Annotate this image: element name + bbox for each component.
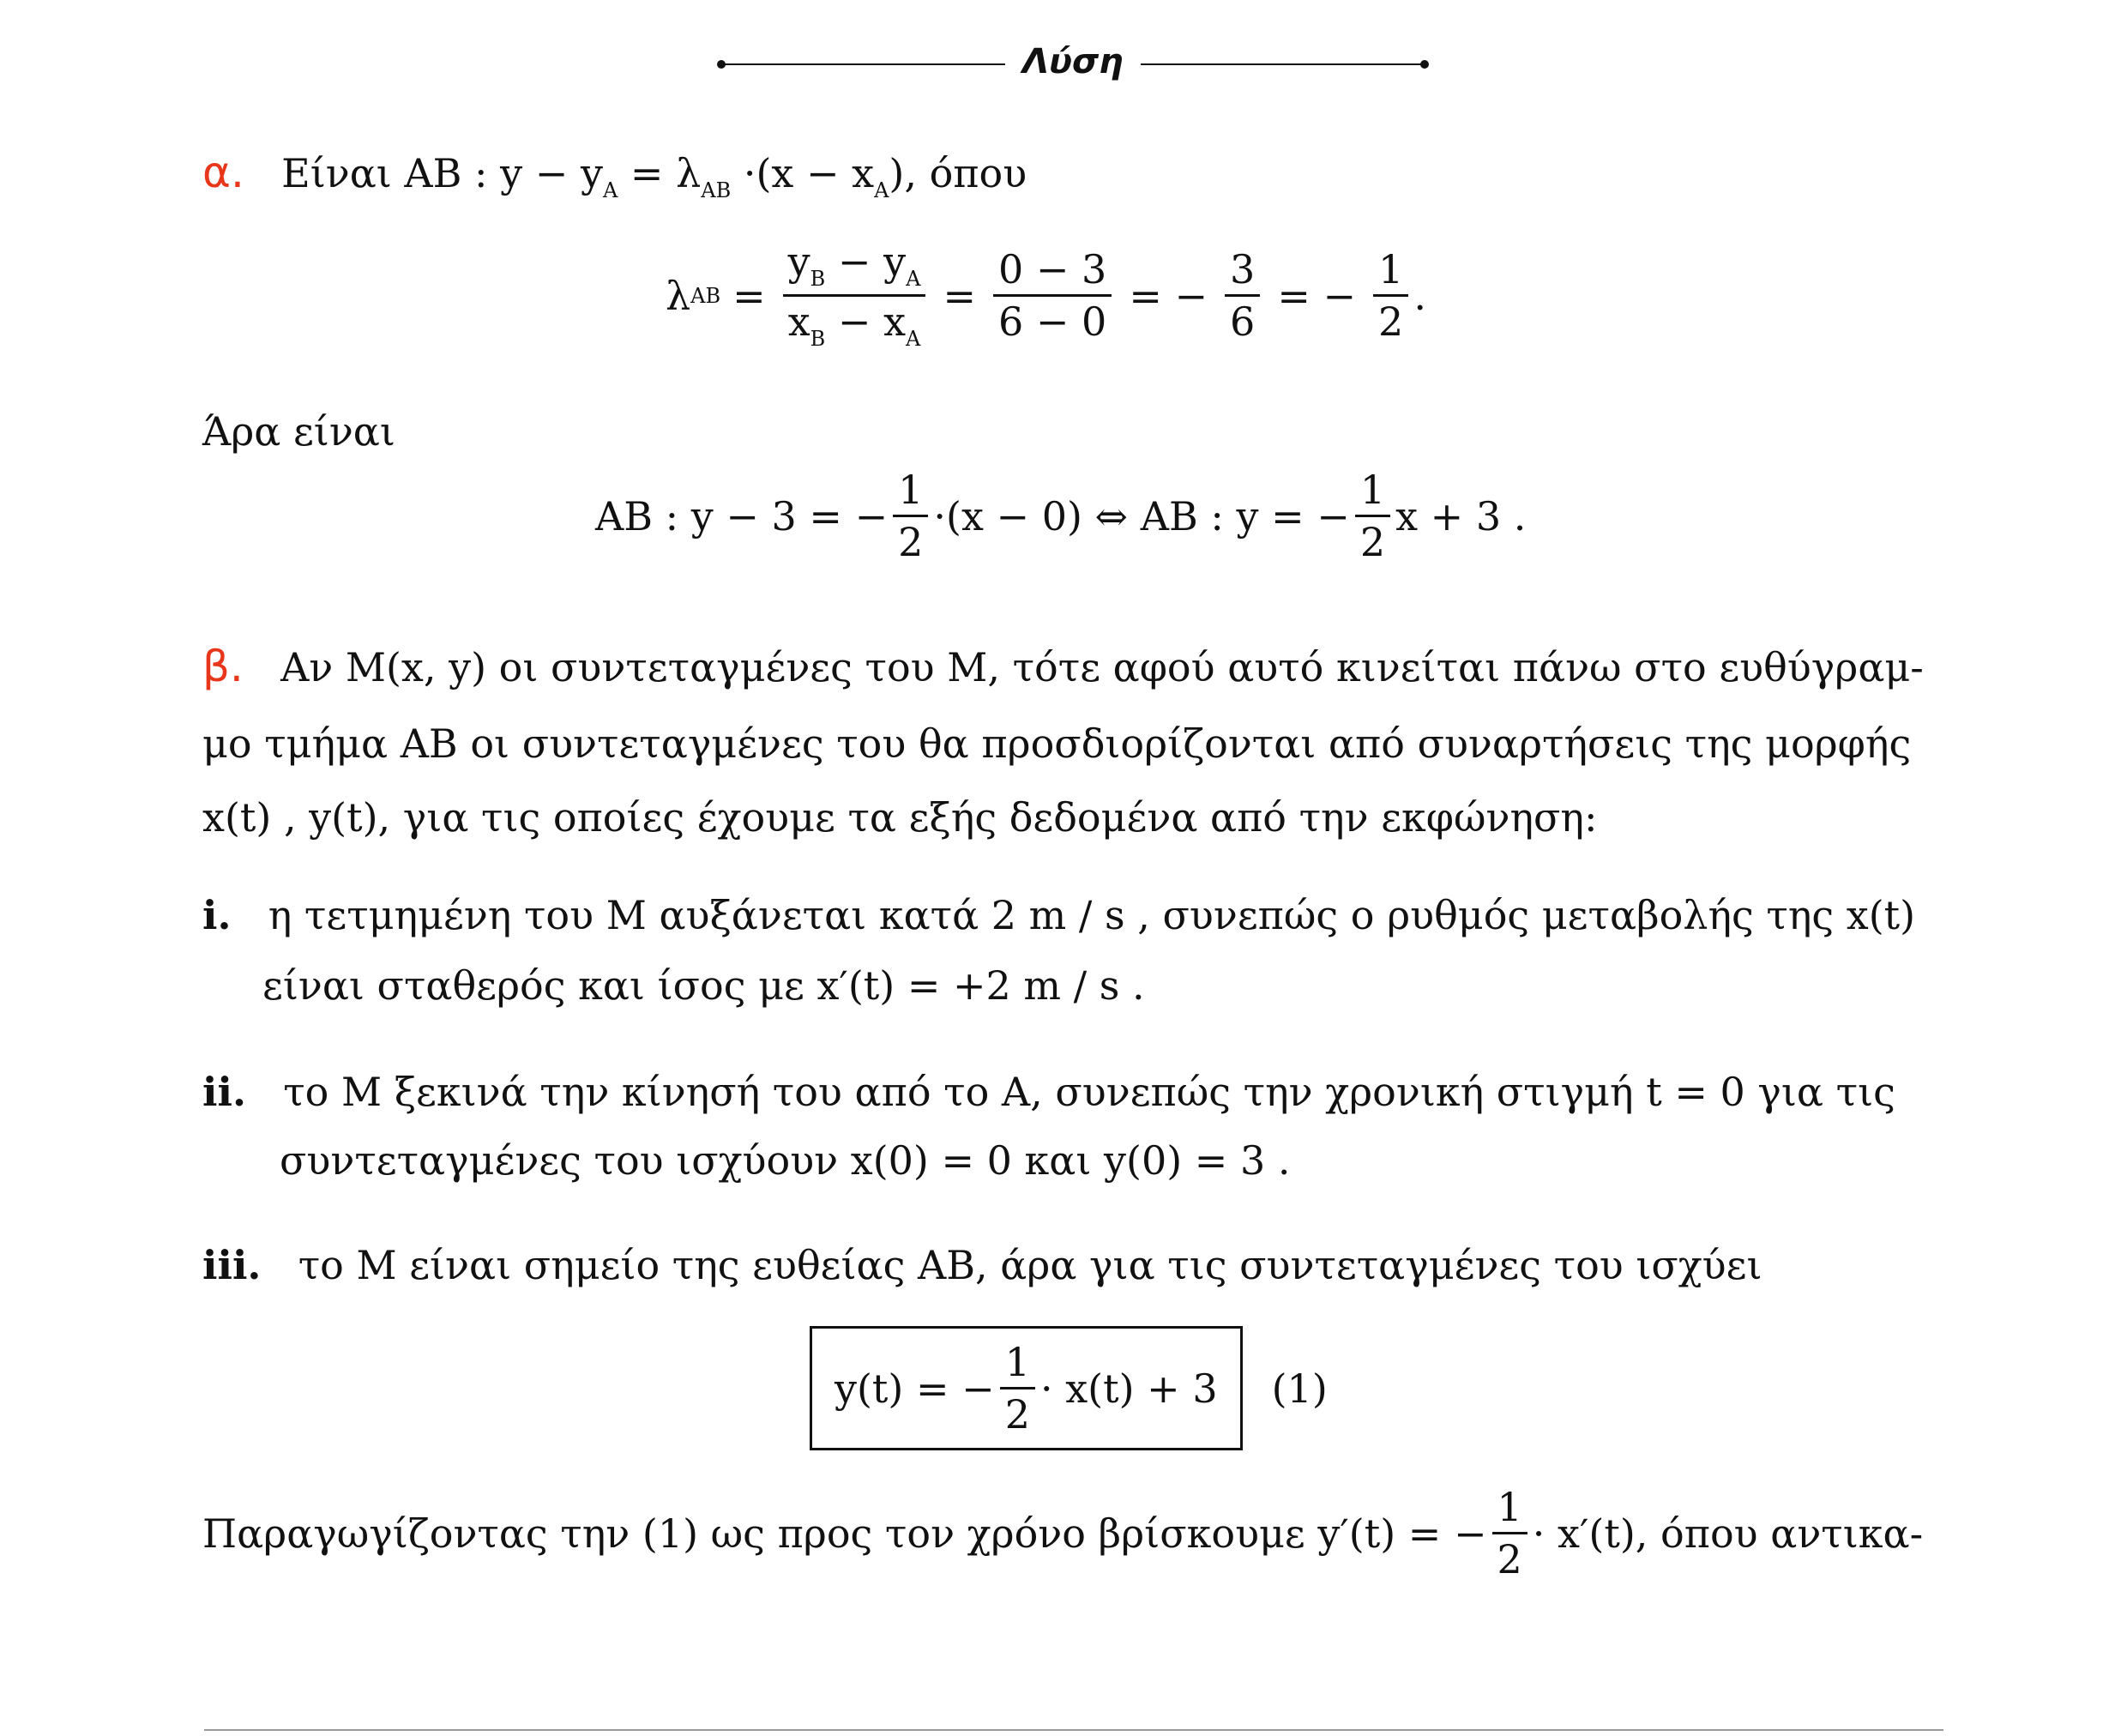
header-dot-left — [717, 60, 726, 69]
part-a-intro — [202, 148, 1027, 202]
line-frac-den: 2 — [893, 515, 928, 562]
boxed-frac-num: 1 — [1004, 1339, 1030, 1385]
line-eq-left: AB : y − 3 = − — [595, 492, 889, 539]
line-frac-num: 1 — [898, 467, 924, 513]
item-ii-text: το M ξεκινά την κίνησή του από το A, συνεπώς την χρονική στιγμή t = 0 για τις — [283, 1069, 1895, 1115]
boxed-equation — [810, 1326, 1328, 1450]
slope-fraction-4 — [1373, 246, 1408, 345]
item-ii-label: ii. — [202, 1069, 246, 1115]
lambda-symbol: λ — [666, 272, 691, 319]
frac4-den: 2 — [1373, 294, 1408, 341]
boxed-fraction — [1000, 1339, 1035, 1438]
part-a-intro-mid: ·(x − x — [743, 150, 875, 196]
boxed-left: y(t) = − — [835, 1365, 995, 1412]
final-frac-den: 2 — [1492, 1532, 1527, 1579]
frac1-den-sub1: B — [810, 327, 826, 351]
frac1-den-mid: − x — [825, 298, 907, 345]
part-b-line1 — [202, 642, 1924, 691]
item-iii-text: το M είναι σημείο της ευθείας AB, άρα για τις συντεταγμένες του ισχύει — [298, 1242, 1762, 1288]
line-frac2-num: 1 — [1359, 467, 1386, 513]
item-i-line2: είναι σταθερός και ίσος με x′(t) = +2 m / s . — [262, 962, 1145, 1009]
final-fraction — [1492, 1484, 1527, 1582]
final-right: · x′(t), όπου αντικα- — [1532, 1510, 1924, 1557]
line-fraction-1 — [893, 467, 928, 565]
footer-rule — [204, 1729, 1943, 1731]
frac1-num-sub1: B — [810, 267, 826, 291]
frac1-num: y — [787, 238, 810, 285]
part-a-intro-end: ), όπου — [889, 150, 1027, 196]
item-i-line1 — [202, 892, 1916, 938]
boxed-equation-frame — [810, 1326, 1243, 1450]
page-title: Λύση — [1022, 42, 1124, 81]
frac3-num: 3 — [1230, 246, 1256, 292]
boxed-right: · x(t) + 3 — [1039, 1365, 1218, 1412]
item-ii-line2: συντεταγμένες του ισχύουν x(0) = 0 και y(0) = 3 . — [280, 1137, 1291, 1184]
frac4-num: 1 — [1378, 246, 1404, 292]
part-a-label: α. — [202, 148, 244, 197]
slope-fraction-2 — [993, 246, 1112, 345]
frac2-num: 0 − 3 — [997, 246, 1107, 292]
line-eq-mid: ·(x − 0) ⇔ AB : y = − — [933, 492, 1350, 539]
part-a-intro-text: Είναι AB : y − y — [281, 150, 603, 196]
line-fraction-2 — [1355, 467, 1390, 565]
item-i-label: i. — [202, 892, 232, 938]
slope-fraction-1 — [783, 238, 926, 351]
item-i-text: η τετμημένη του M αυξάνεται κατά 2 m / s , συνεπώς ο ρυθμός μεταβολής της x(t) — [268, 892, 1916, 938]
part-b-line3: x(t) , y(t), για τις οποίες έχουμε τα εξής δεδομένα από την εκφώνηση: — [202, 794, 1598, 841]
slope-fraction-3 — [1225, 246, 1260, 345]
line-frac2-den: 2 — [1355, 515, 1390, 562]
final-frac-num: 1 — [1497, 1484, 1522, 1530]
frac2-den: 6 − 0 — [993, 294, 1112, 341]
frac1-num-sub2: A — [906, 267, 921, 291]
lambda-sub: AB — [690, 283, 721, 308]
header-rule-right — [1141, 63, 1424, 65]
final-left: Παραγωγίζοντας την (1) ως προς τον χρόνο βρίσκουμε y′(t) = − — [202, 1510, 1487, 1557]
item-iii-label: iii. — [202, 1242, 262, 1288]
frac1-den: x — [787, 298, 810, 345]
part-b-line2: μο τμήμα AB οι συντεταγμένες του θα προσδιορίζονται από συναρτήσεις της μορφής — [202, 720, 1912, 767]
frac1-num-mid: − y — [825, 238, 907, 285]
frac1-den-sub2: A — [906, 327, 921, 351]
header-dot-right — [1420, 60, 1429, 69]
sub-a2: A — [874, 178, 889, 202]
sub-ab: AB — [701, 178, 732, 202]
part-a-intro-eq: = λ — [630, 150, 702, 196]
slope-equation: λ AB = $\frac{y_B - y_A}{x_B - x_A}$ = $\frac{0 - 3}{6 - 0}$ = − $\frac{3}{6}$ = − $\frac{1}{2}$ . — [666, 238, 1426, 351]
sub-a: A — [602, 178, 618, 202]
part-b-label: β. — [202, 642, 244, 691]
frac3-den: 6 — [1225, 294, 1260, 341]
item-iii-line1 — [202, 1242, 1762, 1288]
ara-text: Άρα είναι — [202, 408, 395, 455]
line-eq-end: x + 3 . — [1395, 492, 1527, 539]
header-rule-left — [722, 63, 1005, 65]
boxed-frac-den: 2 — [1000, 1387, 1035, 1434]
equation-number: (1) — [1271, 1365, 1328, 1412]
part-b-line1-text: Αν M(x, y) οι συντεταγμένες του M, τότε αφού αυτό κινείται πάνω στο ευθύγραμ- — [280, 644, 1924, 690]
line-equation — [595, 467, 1527, 565]
item-ii-line1 — [202, 1069, 1895, 1115]
final-line — [202, 1484, 1924, 1582]
